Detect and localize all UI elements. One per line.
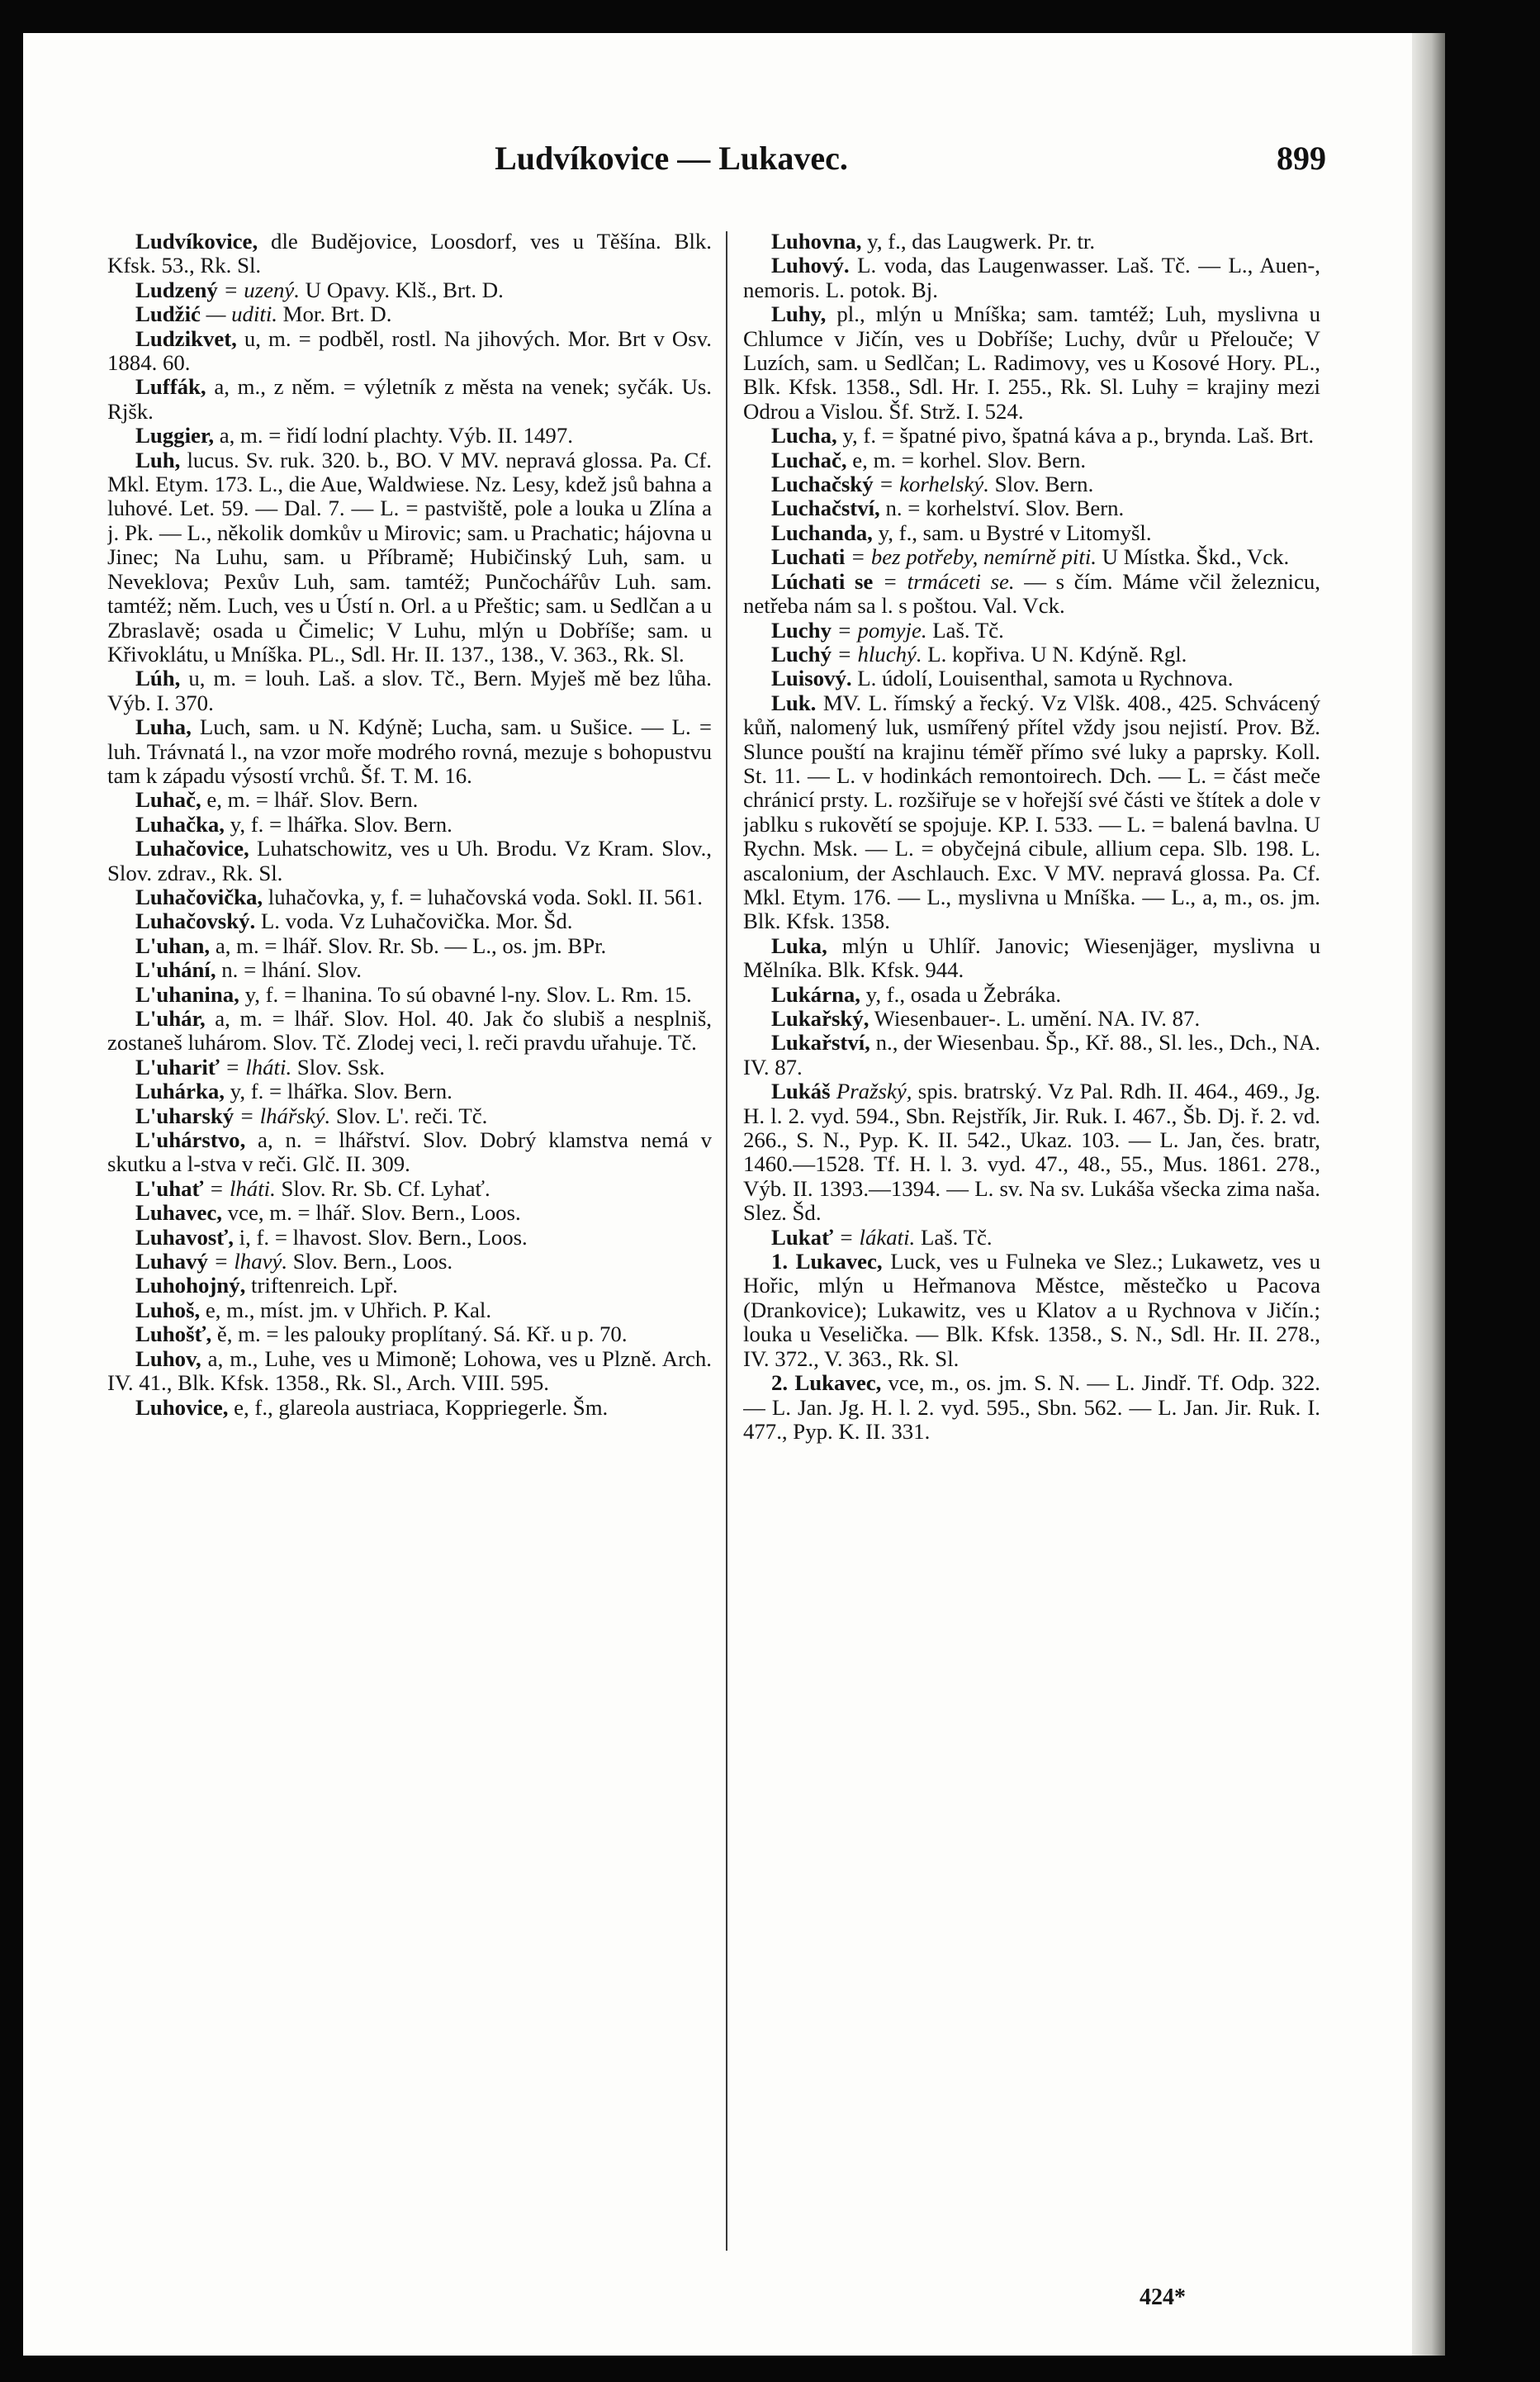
entry-headword: Luhačovský.	[135, 909, 256, 934]
entry-headword: Luhavý	[135, 1249, 208, 1274]
entry-text: y, f. = lhářka. Slov. Bern.	[224, 1079, 453, 1104]
dictionary-page	[23, 33, 1412, 2356]
entry-headword: Luhačovička,	[135, 884, 263, 909]
entry-headword: Luhovice,	[135, 1394, 229, 1420]
entry-headword: L'uhať	[135, 1175, 204, 1201]
entry-text: n. = lhání. Slov.	[216, 957, 362, 983]
dictionary-entry	[743, 691, 1320, 934]
entry-text: a, m., Luhe, ves u Mimoně; Lohowa, ves u Plzně. Arch. IV. 41., Blk. Kfsk. 1358., Rk. Sl., Arch. VIII. 595.	[107, 1345, 712, 1396]
entry-gloss: = pomyje.	[831, 617, 927, 643]
entry-gloss: = bez potřeby, nemírně piti.	[845, 544, 1097, 570]
entry-gloss: = lákati.	[833, 1224, 916, 1250]
entry-headword: Ludvíkovice,	[135, 230, 258, 254]
entry-headword: Ludžić	[135, 301, 201, 327]
entry-headword: Lukařský,	[771, 1006, 870, 1031]
dictionary-entry	[743, 424, 1320, 448]
column-divider	[726, 231, 727, 2251]
dictionary-entry	[107, 230, 712, 278]
dictionary-entry	[107, 1298, 712, 1322]
entry-text: dle Budějovice, Loosdorf, ves u Těšína. Blk. Kfsk. 53., Rk. Sl.	[107, 230, 712, 278]
dictionary-entry	[107, 1128, 712, 1177]
entry-text: L. voda, das Laugenwasser. Laš. Tč. — L., Auen-, nemoris. L. potok. Bj.	[743, 253, 1320, 302]
entry-headword: Luhohojný,	[135, 1273, 246, 1298]
entry-text: e, m., míst. jm. v Uhřich. P. Kal.	[200, 1297, 492, 1322]
entry-gloss: = trmáceti se.	[873, 568, 1015, 594]
entry-text: y, f., osada u Žebráka.	[860, 981, 1062, 1007]
entry-headword: L'uharský	[135, 1103, 235, 1128]
entry-headword: Luchati	[771, 544, 846, 570]
entry-text: y, f. = lhanina. To sú obavné l-ny. Slov. L. Rm. 15.	[239, 981, 692, 1007]
entry-headword: Luhy,	[771, 301, 827, 327]
dictionary-entry	[743, 472, 1320, 496]
dictionary-entry	[107, 983, 712, 1007]
dictionary-entry	[107, 1104, 712, 1128]
dictionary-entry	[743, 302, 1320, 424]
dictionary-entry	[107, 1201, 712, 1225]
entry-gloss: = lháti.	[203, 1175, 276, 1201]
dictionary-entry	[743, 1031, 1320, 1079]
entry-headword: Luhavosť,	[135, 1224, 234, 1250]
dictionary-entry	[107, 448, 712, 667]
entry-text: n. = korhelství. Slov. Bern.	[879, 496, 1125, 521]
entry-text: y, f., das Laugwerk. Pr. tr.	[861, 230, 1096, 254]
entry-text: L. kopřiva. U N. Kdýně. Rgl.	[922, 641, 1187, 667]
dictionary-entry	[743, 619, 1320, 643]
entry-text: a, n. = lhářství. Slov. Dobrý klamstva nemá v skutku a l-stva v reči. Glč. II. 309.	[107, 1127, 712, 1177]
entry-text: Slov. L'. reči. Tč.	[330, 1103, 488, 1128]
dictionary-entry	[107, 837, 712, 885]
dictionary-entry	[107, 909, 712, 933]
entry-text: MV. L. římský a řecký. Vz Vlšk. 408., 425. Schvácený kůň, nalomený luk, usmířený přítel vždy jsou nejistí. Prov. Bž. Slunce pouští na krajinu téměř přímo své luky a paprsky. Koll. St. 11. — L. v hodinkách remontoirech. Dch. — L. = část meče chránicí prsty. L. rozšiřuje se v hořejší své části ve štítek a dole v jablku s rukovětí se spojuje. KP. I. 533. — L. = balená bavlna. U Rychn. Msk. — L. = obyčejná cibule, allium cepa. Slb. 198. L. ascalonium, der Aschlauch. Exc. V MV. nepravá glossa. Pa. Cf. Mkl. Etym. 176. — L., myslivna u Mníška. — L., a, m., os. jm. Blk. Kfsk. 1358.	[743, 690, 1320, 934]
entry-text: e, f., glareola austriaca, Koppriegerle. Šm.	[228, 1394, 609, 1420]
entry-text: Slov. Ssk.	[291, 1054, 386, 1079]
entry-text: Slov. Bern.	[988, 472, 1094, 497]
dictionary-entry	[107, 375, 712, 424]
dictionary-entry	[743, 496, 1320, 520]
entry-text: L. voda. Vz Luhačovička. Mor. Šd.	[255, 909, 573, 934]
page-title: Ludvíkovice — Lukavec.	[495, 140, 848, 177]
entry-headword: Luh,	[135, 447, 181, 472]
dictionary-entry	[107, 667, 712, 715]
entry-text: a, m. = řidí lodní plachty. Výb. II. 1497.	[214, 423, 573, 448]
entry-headword: Lukáš	[771, 1079, 831, 1104]
entry-text: — s čím. Máme včil železnicu, netřeba nám sa l. s poštou. Val. Vck.	[743, 568, 1320, 619]
entry-text: y, f. = lhářka. Slov. Bern.	[224, 811, 453, 837]
entry-headword: Luhačovice,	[135, 836, 249, 861]
entry-headword: Luisový.	[771, 666, 852, 691]
dictionary-entry	[743, 545, 1320, 569]
entry-headword: Lucha,	[771, 423, 837, 448]
entry-text: Mor. Brt. D.	[277, 301, 392, 327]
dictionary-entry	[107, 788, 712, 812]
entry-text: i, f. = lhavost. Slov. Bern., Loos.	[233, 1224, 528, 1250]
entry-headword: Luhárka,	[135, 1079, 225, 1104]
dictionary-entry	[107, 1322, 712, 1346]
dictionary-entry	[107, 934, 712, 958]
entry-text: spis. bratrský. Vz Pal. Rdh. II. 464., 469., Jg. H. l. 2. vyd. 594., Sbn. Rejstřík, Jir. Ruk. I. 467., Šb. Dj. ř. 2. vd. 266., S. N., Pyp. K. II. 542., Ukaz. 103. — L. Jan, čes. bratr, 1460.—1528. Tf. H. l. 3. vyd. 47., 48., 55., Mus. 1861. 278., Výb. II. 1393.—1394. — L. sv. Na sv. Lukáša všecka zima naša. Slez. Šd.	[743, 1079, 1320, 1226]
entry-text: e, m. = korhel. Slov. Bern.	[846, 447, 1087, 472]
dictionary-entry	[107, 1177, 712, 1201]
dictionary-entry	[107, 1347, 712, 1396]
entry-headword: Luchy	[771, 617, 832, 643]
entry-text: vce, m. = lhář. Slov. Bern., Loos.	[221, 1200, 521, 1226]
entry-text: Laš. Tč.	[915, 1224, 993, 1250]
entry-headword: Ludzený	[135, 277, 218, 302]
entry-text: y, f., sam. u Bystré v Litomyšl.	[872, 520, 1152, 545]
entry-headword: Luchačský	[771, 472, 874, 497]
dictionary-entry	[107, 1056, 712, 1079]
dictionary-entry	[107, 958, 712, 982]
entry-text: n., der Wiesenbau. Šp., Kř. 88., Sl. les., Dch., NA. IV. 87.	[743, 1030, 1320, 1079]
dictionary-entry	[107, 885, 712, 909]
entry-text: lucus. Sv. ruk. 320. b., BO. V MV. nepravá glossa. Pa. Cf. Mkl. Etym. 173. L., die Aue, Waldwiese. Nz. Lesy, kdež jsů bahna a luhové. Let. 59. — Dal. 7. — L. = pastviště, pole a louka u Zlína a j. Pk. — L., několik domkův u Mirovic; sam. u Prachatic; hájovna u Jinec; Na Luhu, sam. u Příbramě; Hubičinský Luh, sam. u Neveklova; Pexův Luh, sam. tamtéž; Punčochářův Luh. sam. tamtéž; něm. Luch, ves u Ústí n. Orl. a u Přeštic; sam. u Sedlčan a u Zbraslavě; osada u Čimelic; V Luhu, mlýn u Dobříše; sam. u Křivoklátu, u Mníška. PL., Sdl. Hr. II. 137., 138., V. 363., Rk. Sl.	[107, 447, 712, 667]
entry-gloss: = lhářský.	[234, 1103, 331, 1128]
entry-gloss: = uzený.	[217, 277, 300, 302]
dictionary-entry	[743, 1250, 1320, 1371]
entry-headword: Luhový.	[771, 253, 850, 278]
entry-headword: Lukať	[771, 1224, 834, 1250]
entry-headword: Lúh,	[135, 666, 181, 691]
dictionary-entry	[743, 1079, 1320, 1225]
entry-headword: Luha,	[135, 714, 192, 740]
dictionary-entry	[107, 1226, 712, 1250]
entry-headword: Lukárna,	[771, 981, 860, 1007]
entry-headword: Luhoš,	[135, 1297, 201, 1322]
entry-text: ě, m. = les palouky proplítaný. Sá. Kř. u p. 70.	[211, 1321, 628, 1347]
right-column	[743, 230, 1320, 2294]
entry-headword: Lúchati se	[771, 568, 874, 594]
dictionary-entry	[743, 934, 1320, 983]
entry-headword: L'uhanina,	[135, 981, 239, 1007]
entry-text: a, m. = lhář. Slov. Rr. Sb. — L., os. jm. BPr.	[210, 932, 607, 958]
entry-text: U Místka. Škd., Vck.	[1096, 544, 1290, 570]
entry-headword: L'uhariť	[135, 1054, 220, 1079]
entry-headword: Luggier,	[135, 423, 215, 448]
entry-headword: L'uhár,	[135, 1006, 206, 1031]
entry-gloss: = hluchý.	[831, 641, 922, 667]
dictionary-entry	[107, 327, 712, 376]
entry-headword: L'uhan,	[135, 932, 211, 958]
dictionary-entry	[107, 302, 712, 326]
entry-headword: Luchý	[771, 641, 832, 667]
entry-headword: Ludzikvet,	[135, 325, 237, 351]
entry-text: u, m. = podběl, rostl. Na jihových. Mor. Brt v Osv. 1884. 60.	[107, 325, 712, 376]
entry-headword: Luchačství,	[771, 496, 880, 521]
entry-headword: Luffák,	[135, 374, 206, 400]
entry-text: mlýn u Uhlíř. Janovic; Wiesenjäger, myslivna u Mělníka. Blk. Kfsk. 944.	[743, 932, 1320, 983]
entry-text: Luck, ves u Fulneka ve Slez.; Lukawetz, ves u Hořic, mlýn u Heřmanova Městce, městečko u Pacova (Drankovice); Lukawitz, ves u Klatov a u Rychnova v Jičín.; louka u Veselička. — Blk. Kfsk. 1358., S. N., Sdl. Hr. II. 278., IV. 372., V. 363., Rk. Sl.	[743, 1249, 1320, 1371]
dictionary-entry	[743, 983, 1320, 1007]
entry-text: Slov. Bern., Loos.	[287, 1249, 453, 1274]
dictionary-entry	[743, 230, 1320, 254]
dictionary-entry	[107, 715, 712, 788]
entry-text: triftenreich. Lpř.	[245, 1273, 398, 1298]
entry-headword: Luchač,	[771, 447, 847, 472]
entry-headword: Luhavec,	[135, 1200, 222, 1226]
dictionary-entry	[743, 448, 1320, 472]
dictionary-entry	[743, 1371, 1320, 1444]
entry-text: e, m. = lhář. Slov. Bern.	[201, 787, 419, 813]
dictionary-entry	[743, 570, 1320, 619]
entry-headword: Luk.	[771, 690, 817, 715]
dictionary-entry	[107, 424, 712, 448]
dictionary-entry	[743, 254, 1320, 302]
entry-text: Laš. Tč.	[926, 617, 1004, 643]
entry-gloss: Pražský,	[830, 1079, 912, 1104]
dictionary-entry	[107, 1274, 712, 1298]
dictionary-entry	[743, 667, 1320, 690]
page-number: 899	[1277, 140, 1326, 177]
left-column	[107, 230, 712, 2294]
dictionary-entry	[107, 1007, 712, 1056]
dictionary-entry	[743, 1226, 1320, 1250]
dictionary-entry	[107, 278, 712, 302]
entry-text: Luhatschowitz, ves u Uh. Brodu. Vz Kram. Slov., Slov. zdrav., Rk. Sl.	[107, 836, 712, 885]
dictionary-entry	[743, 643, 1320, 667]
entry-headword: Luhač,	[135, 787, 201, 813]
entry-text: Luch, sam. u N. Kdýně; Lucha, sam. u Sušice. — L. = luh. Trávnatá l., na vzor moře modrého rovná, mezuje s bohopustvu tam k západu výsostí vrchů. Šf. T. M. 16.	[107, 714, 712, 788]
page-edge	[1412, 33, 1445, 2356]
entry-gloss: = lháti.	[219, 1054, 292, 1079]
dictionary-entry	[743, 521, 1320, 545]
entry-headword: L'uhání,	[135, 957, 216, 983]
entry-headword: Lukařství,	[771, 1030, 870, 1056]
entry-text: U Opavy. Klš., Brt. D.	[299, 277, 504, 302]
entry-text: Slov. Rr. Sb. Cf. Lyhať.	[275, 1175, 490, 1201]
entry-headword: Luhačka,	[135, 811, 225, 837]
entry-gloss: — uditi.	[200, 301, 277, 327]
entry-headword: Luhovna,	[771, 230, 862, 254]
entry-gloss: = korhelský.	[873, 472, 989, 497]
entry-headword: 2. Lukavec,	[771, 1370, 882, 1396]
entry-text: L. údolí, Louisenthal, samota u Rychnova.	[851, 666, 1234, 691]
entry-headword: Luhošť,	[135, 1321, 212, 1347]
dictionary-entry	[107, 813, 712, 837]
entry-text: vce, m., os. jm. S. N. — L. Jindř. Tf. Odp. 322. — L. Jan. Jg. H. l. 2. vyd. 595., Sbn. 562. — L. Jan. Jir. Ruk. I. 477., Pyp. K. II. 331.	[743, 1370, 1320, 1444]
entry-gloss: = lhavý.	[207, 1249, 288, 1274]
entry-text: pl., mlýn u Mníška; sam. tamtéž; Luh, myslivna u Chlumce v Jičín, ves u Dobříše; Luchy, dvůr u Přelouče; V Luzích, sam. u Sedlčan; L. Radimovy, ves u Kosové Hory. PL., Blk. Kfsk. 1358., Sdl. Hr. I. 255., Rk. Sl. Luhy = krajiny mezi Odrou a Vislou. Šf. Strž. I. 524.	[743, 301, 1320, 424]
entry-text: y, f. = špatné pivo, špatná káva a p., brynda. Laš. Brt.	[836, 423, 1315, 448]
dictionary-entry	[107, 1250, 712, 1274]
running-head	[23, 139, 1412, 188]
entry-headword: 1. Lukavec,	[771, 1249, 883, 1274]
entry-text: a, m. = lhář. Slov. Hol. 40. Jak čo slubiš a nesplniš, zostaneš luhárom. Slov. Tč. Zlodej veci, l. reči pravdu uřahuje. Tč.	[107, 1006, 712, 1056]
entry-headword: Luhov,	[135, 1345, 201, 1371]
entry-headword: Luchanda,	[771, 520, 873, 545]
entry-text: Wiesenbauer-. L. umění. NA. IV. 87.	[869, 1006, 1201, 1031]
entry-text: u, m. = louh. Laš. a slov. Tč., Bern. Myješ mě bez lůha. Výb. I. 370.	[107, 666, 712, 715]
entry-headword: L'uhárstvo,	[135, 1127, 246, 1153]
entry-text: luhačovka, y, f. = luhačovská voda. Sokl. II. 561.	[263, 884, 703, 909]
dictionary-entry	[107, 1079, 712, 1103]
signature-mark: 424*	[1140, 2285, 1186, 2310]
entry-headword: Luka,	[771, 932, 827, 958]
entry-text: a, m., z něm. = výletník z města na venek; syčák. Us. Rjšk.	[107, 374, 712, 424]
dictionary-entry	[743, 1007, 1320, 1031]
dictionary-entry	[107, 1396, 712, 1420]
